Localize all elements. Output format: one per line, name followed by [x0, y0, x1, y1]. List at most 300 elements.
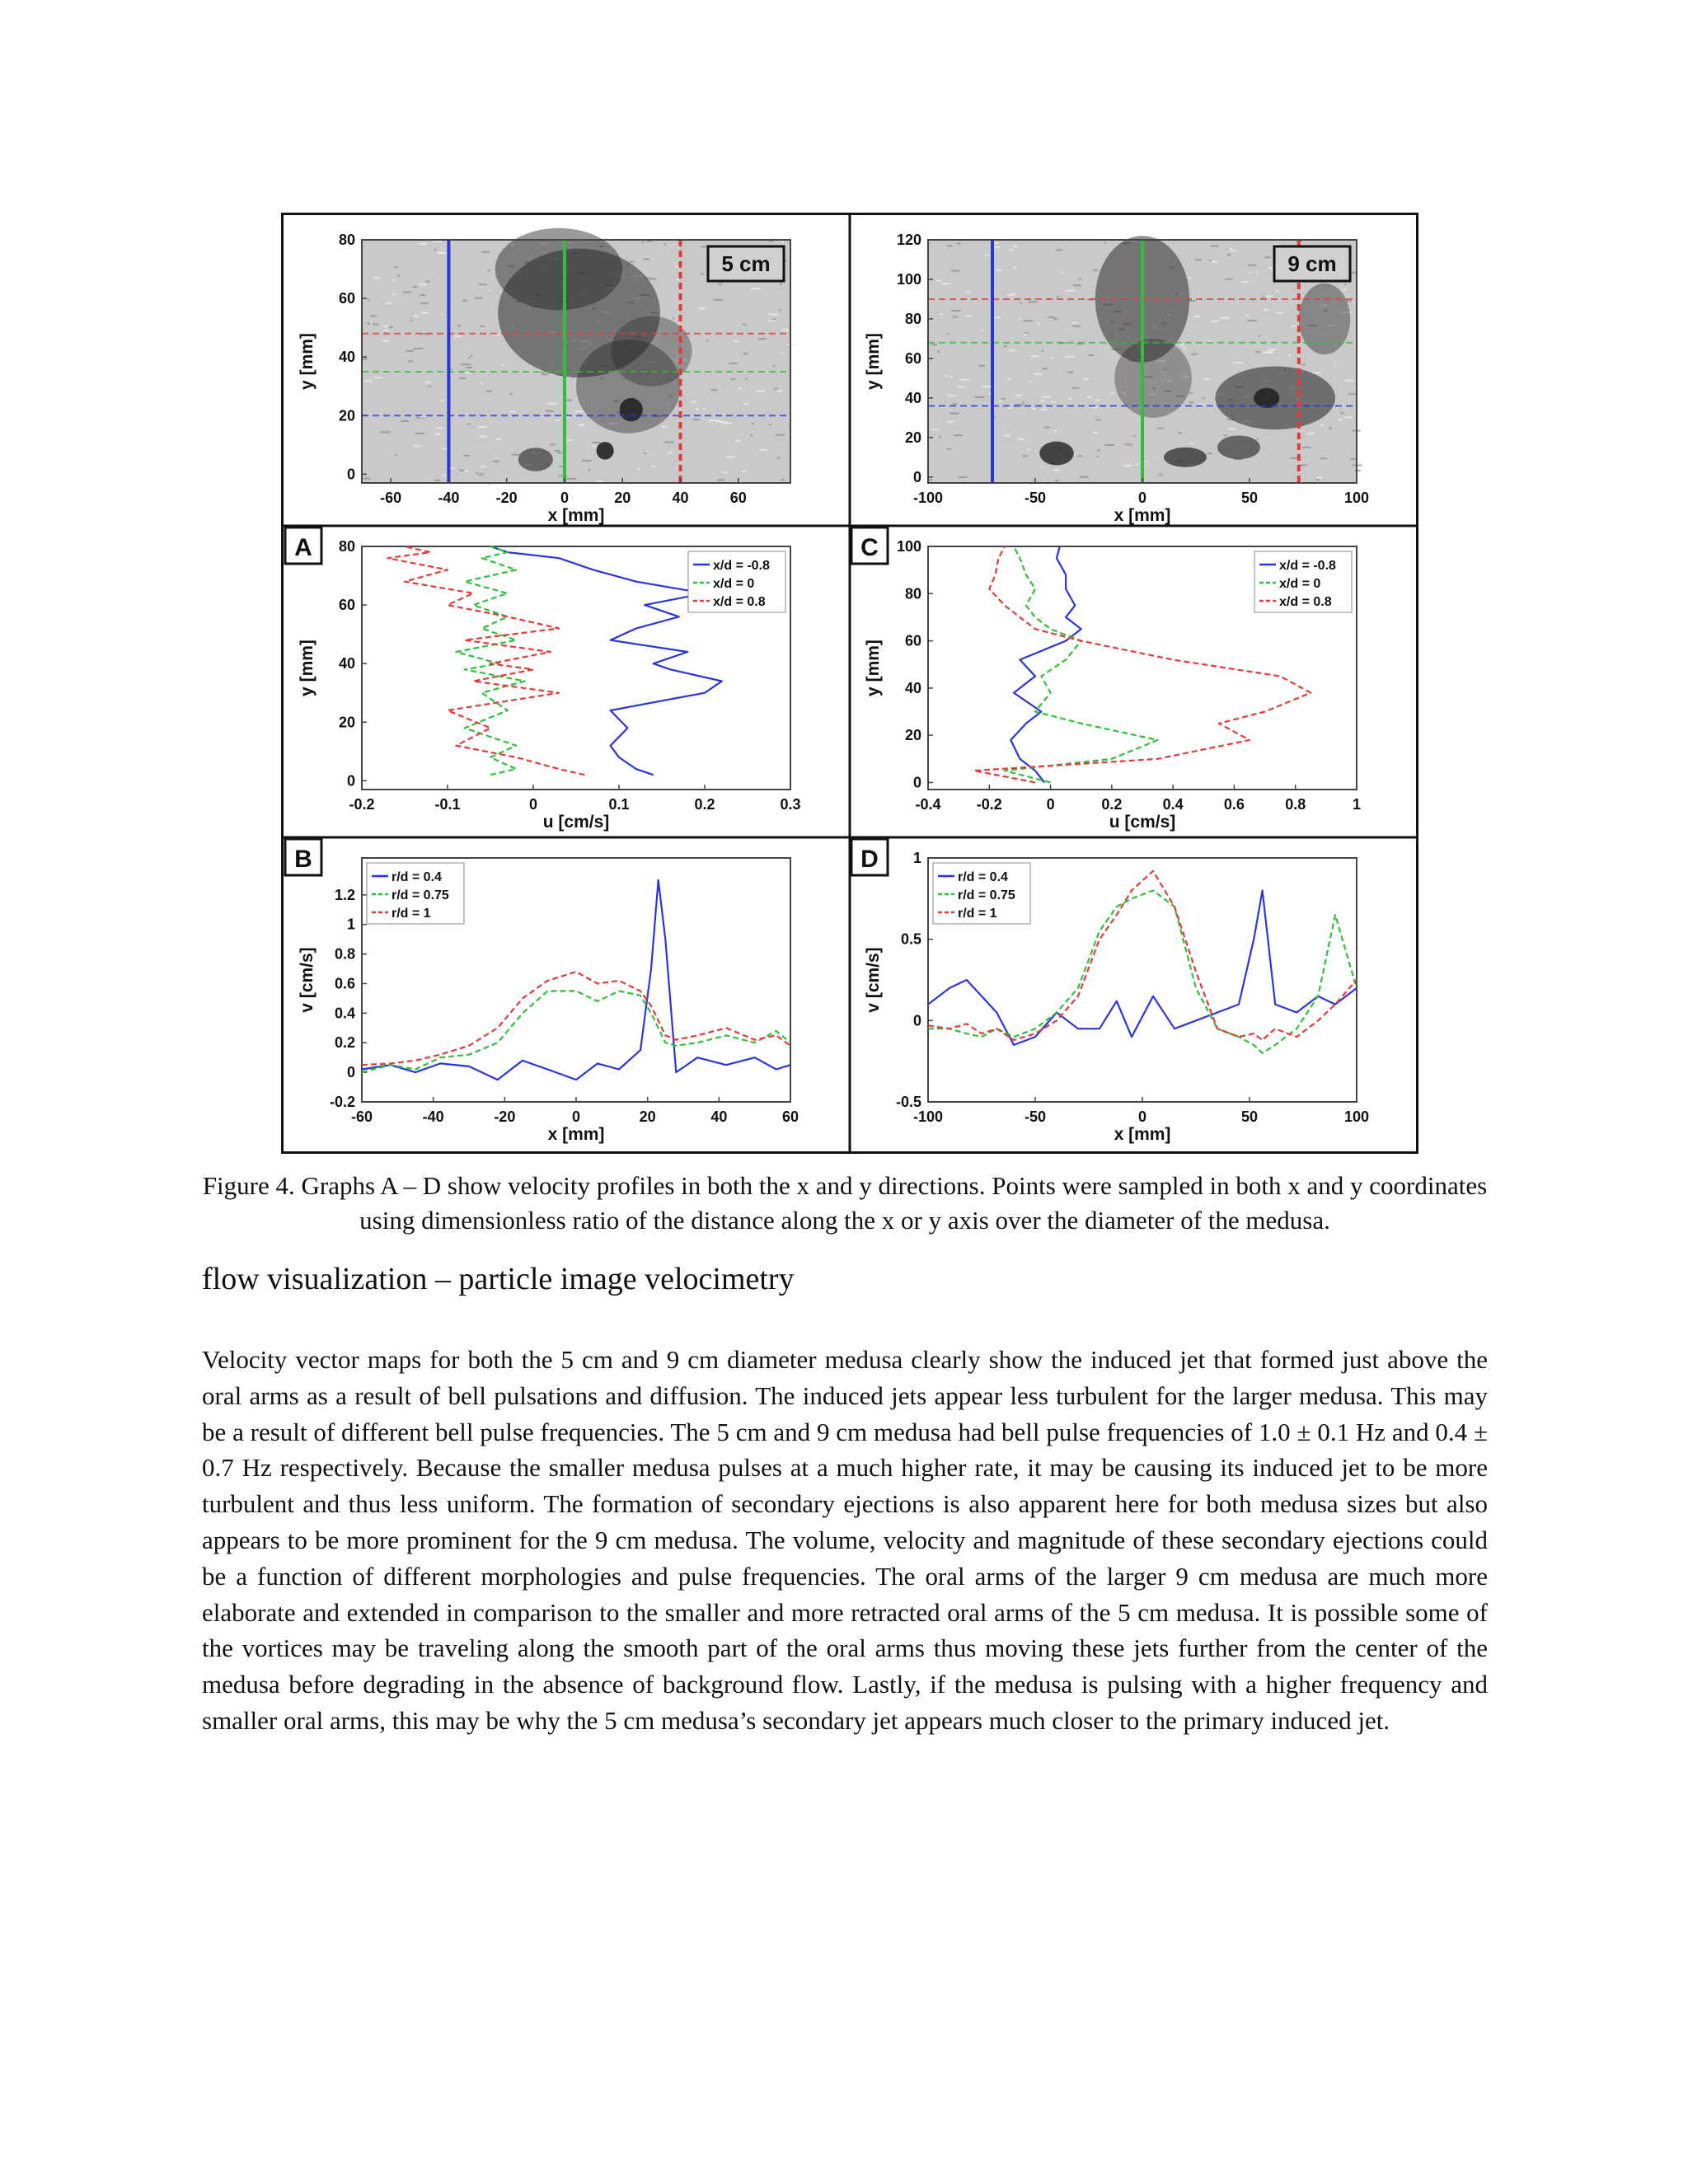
- piv-texture: [370, 322, 373, 324]
- piv-texture: [1007, 294, 1015, 296]
- piv-texture: [1083, 378, 1089, 380]
- piv-dark-region: [597, 442, 614, 459]
- piv-texture: [368, 299, 370, 301]
- piv-texture: [413, 316, 418, 317]
- y-tick-label: 0.6: [334, 975, 355, 992]
- piv-texture: [1037, 323, 1040, 325]
- piv-texture: [1003, 345, 1007, 347]
- piv-texture: [951, 270, 960, 272]
- piv-texture: [550, 443, 556, 445]
- piv-texture: [1004, 434, 1010, 436]
- body-paragraph: Velocity vector maps for both the 5 cm and 9 cm diameter medusa clearly show the induced jet that formed just above the oral arms as a result of bell pulsations and diffusion. The induced jets appear less turbulent for the larger medusa. This may be a result of different bell pulse frequencies. The 5 cm and 9 cm medusa had bell pulse frequencies of 1.0 ± 0.1 Hz and 0.4 ± 0.7 Hz respectively. Because the smaller medusa pulses at a much higher rate, it may be causing its induced jet to be more turbulent and thus less uniform. The formation of secondary ejections is also apparent here for both medusa sizes but also appears to be more prominent for the 9 cm medusa. The volume, velocity and magnitude of these secondary ejections could be a function of different morphologies and pulse frequencies. The oral arms of the larger 9 cm medusa are much more elaborate and extended in comparison to the smaller and more retracted oral arms of the 5 cm medusa. It is possible some of the vortices may be traveling along the smooth part of the oral arms thus moving these jets further from the center of the medusa before degrading in the absence of background flow. Lastly, if the medusa is pulsing with a higher frequency and smaller oral arms, this may be why the 5 cm medusa’s secondary jet appears much closer to the primary induced jet.: [202, 1345, 1488, 1735]
- x-tick-label: -40: [438, 490, 460, 506]
- x-tick-label: 40: [710, 1108, 728, 1125]
- piv-texture: [384, 330, 390, 331]
- y-tick-label: 1: [912, 850, 921, 866]
- piv-texture: [1089, 354, 1094, 356]
- x-tick-label: -60: [350, 1108, 373, 1125]
- piv-texture: [768, 320, 776, 321]
- y-tick-label: 100: [896, 538, 921, 555]
- piv-texture: [711, 389, 717, 391]
- piv-texture: [1135, 463, 1138, 465]
- piv-texture: [691, 401, 696, 403]
- y-axis-label: y [mm]: [298, 333, 316, 390]
- size-tag: [708, 246, 784, 281]
- piv-texture: [1066, 290, 1076, 292]
- piv-texture: [945, 375, 948, 377]
- piv-texture: [1227, 254, 1231, 255]
- panel-letter: A: [294, 534, 312, 561]
- piv-texture: [1203, 378, 1211, 380]
- piv-texture: [575, 410, 584, 412]
- piv-texture: [758, 338, 767, 340]
- piv-texture: [1048, 316, 1055, 318]
- piv-texture: [1022, 455, 1028, 457]
- x-tick-label: -100: [912, 1108, 944, 1125]
- section-heading: flow visualization – particle image velocimetry: [202, 1262, 795, 1296]
- y-tick-label: 40: [338, 655, 355, 673]
- y-tick-label: 60: [904, 632, 921, 649]
- piv-texture: [1344, 416, 1353, 418]
- piv-texture: [475, 298, 482, 299]
- piv-texture: [1042, 396, 1051, 398]
- piv-texture: [509, 393, 512, 395]
- piv-texture: [929, 479, 932, 480]
- size-tag-label: 9 cm: [1287, 251, 1337, 276]
- piv-texture: [467, 424, 470, 425]
- piv-dark-region: [1039, 442, 1074, 466]
- piv-texture: [1248, 265, 1257, 266]
- x-tick-label: 0.3: [780, 796, 801, 813]
- piv-texture: [408, 360, 413, 362]
- x-tick-label: -0.1: [434, 796, 461, 813]
- x-tick-label: -20: [495, 490, 518, 506]
- y-tick-label: 0: [346, 772, 355, 790]
- piv-texture: [947, 245, 952, 246]
- piv-dark-region: [1299, 284, 1350, 354]
- x-tick-label: 0: [1137, 1108, 1147, 1125]
- figure-4: [281, 213, 1418, 1154]
- y-tick-label: 80: [338, 232, 355, 248]
- piv-dark-region: [1254, 388, 1279, 408]
- piv-texture: [673, 317, 674, 319]
- piv-texture: [1266, 351, 1273, 353]
- piv-texture: [1231, 250, 1237, 251]
- piv-texture: [947, 333, 949, 335]
- x-tick-label: 100: [1343, 490, 1370, 506]
- piv-texture: [1104, 444, 1114, 446]
- piv-texture: [954, 434, 963, 436]
- piv-texture: [592, 445, 596, 447]
- piv-texture: [940, 313, 944, 315]
- piv-texture: [742, 471, 747, 472]
- y-tick-label: 40: [338, 349, 355, 366]
- piv-texture: [1276, 290, 1279, 292]
- x-tick-label: -20: [494, 1108, 516, 1125]
- piv-texture: [1240, 281, 1248, 283]
- piv-texture: [975, 396, 985, 398]
- piv-texture: [1193, 316, 1201, 317]
- piv-texture: [468, 357, 471, 359]
- x-tick-label: 0.2: [1101, 796, 1123, 813]
- piv-texture: [413, 445, 421, 447]
- x-tick-label: 0.1: [608, 796, 630, 813]
- panel-letter: D: [860, 846, 879, 873]
- piv-texture: [958, 387, 966, 388]
- piv-texture: [985, 255, 989, 256]
- piv-texture: [478, 426, 487, 428]
- piv-texture: [1246, 315, 1249, 316]
- piv-texture: [652, 466, 655, 467]
- y-tick-label: 20: [904, 429, 921, 446]
- piv-texture: [1264, 256, 1271, 258]
- piv-texture: [750, 434, 753, 436]
- piv-texture: [1212, 260, 1217, 262]
- piv-texture: [1072, 326, 1081, 327]
- piv-texture: [595, 480, 602, 482]
- x-tick-label: 60: [781, 1108, 799, 1125]
- piv-texture: [1250, 272, 1252, 274]
- x-tick-label: 1: [1352, 796, 1362, 813]
- piv-texture: [392, 279, 395, 281]
- piv-texture: [479, 436, 487, 438]
- piv-texture: [370, 315, 377, 316]
- y-tick-label: 0: [346, 466, 355, 483]
- x-axis-label: x [mm]: [1114, 1125, 1171, 1144]
- piv-texture: [948, 395, 955, 396]
- y-tick-label: 20: [904, 727, 921, 744]
- piv-texture: [1247, 320, 1257, 321]
- piv-texture: [644, 259, 649, 260]
- piv-texture: [425, 280, 429, 282]
- piv-texture: [1266, 295, 1273, 297]
- piv-texture: [1068, 398, 1071, 400]
- panel-D: [851, 839, 1369, 1144]
- piv-dark-region: [518, 448, 553, 471]
- piv-texture: [782, 352, 784, 354]
- y-tick-label: 0: [912, 1012, 921, 1029]
- piv-texture: [362, 359, 368, 360]
- piv-texture: [1203, 397, 1205, 399]
- piv-texture: [1028, 301, 1038, 302]
- piv-texture: [1302, 447, 1311, 448]
- piv-texture: [1094, 432, 1098, 434]
- piv-texture: [1207, 452, 1212, 454]
- piv-texture: [959, 379, 969, 381]
- piv-texture: [1067, 372, 1073, 373]
- piv-texture: [676, 279, 678, 280]
- piv-texture: [787, 344, 797, 345]
- x-tick-label: 20: [639, 1108, 656, 1125]
- piv-texture: [454, 335, 462, 337]
- piv-texture: [1258, 335, 1260, 337]
- legend-label: r/d = 1: [392, 907, 431, 921]
- piv-texture: [1001, 398, 1005, 400]
- piv-texture: [662, 426, 668, 428]
- piv-texture: [1091, 406, 1098, 408]
- piv-texture: [692, 419, 700, 420]
- piv-texture: [555, 450, 560, 452]
- piv-texture: [487, 269, 490, 271]
- piv-texture: [1009, 349, 1015, 351]
- piv-texture: [478, 473, 483, 475]
- x-tick-label: 0.2: [694, 796, 715, 813]
- piv-texture: [382, 340, 390, 342]
- piv-texture: [579, 424, 585, 426]
- piv-texture: [1268, 349, 1277, 350]
- x-tick-label: 0: [1046, 796, 1055, 813]
- piv-texture: [759, 449, 767, 451]
- y-tick-label: 0: [346, 1064, 355, 1081]
- piv-texture: [1018, 438, 1024, 440]
- piv-texture: [1191, 354, 1198, 355]
- piv-texture: [541, 372, 544, 373]
- piv-texture: [1224, 434, 1227, 436]
- piv-texture: [1212, 321, 1219, 322]
- piv-texture: [1073, 322, 1078, 324]
- piv-texture: [441, 400, 444, 401]
- piv-texture: [1197, 404, 1205, 405]
- size-tag-label: 5 cm: [721, 251, 771, 276]
- piv-texture: [1071, 387, 1079, 389]
- y-axis-label: y [mm]: [864, 640, 883, 696]
- piv-texture: [406, 350, 415, 352]
- piv-texture: [1345, 380, 1354, 382]
- piv-texture: [1157, 428, 1165, 429]
- y-tick-label: 20: [338, 407, 355, 424]
- y-axis-label: y [mm]: [864, 333, 883, 390]
- piv-texture: [941, 283, 950, 284]
- piv-texture: [493, 461, 499, 462]
- piv-texture: [434, 434, 441, 435]
- piv-texture: [642, 241, 644, 243]
- piv-texture: [542, 373, 549, 375]
- piv-texture: [1073, 284, 1081, 286]
- piv-texture: [457, 325, 461, 326]
- piv-texture: [373, 278, 380, 279]
- piv-texture: [1195, 259, 1202, 260]
- piv-texture: [966, 291, 969, 293]
- x-tick-label: -50: [1024, 490, 1047, 506]
- y-tick-label: 0.4: [334, 1005, 355, 1022]
- piv-texture: [461, 363, 471, 365]
- piv-texture: [1053, 430, 1057, 432]
- piv-texture: [380, 431, 390, 433]
- piv-texture: [566, 478, 575, 480]
- piv-texture: [713, 299, 722, 301]
- piv-texture: [547, 403, 557, 405]
- piv-texture: [556, 419, 560, 421]
- piv-texture: [995, 269, 1002, 271]
- x-axis-label: u [cm/s]: [542, 813, 610, 832]
- piv-texture: [953, 316, 959, 318]
- piv-texture: [420, 294, 426, 296]
- piv-texture: [1355, 470, 1361, 471]
- piv-texture: [1183, 347, 1185, 349]
- piv-texture: [1351, 458, 1356, 460]
- piv-texture: [1019, 318, 1021, 320]
- piv-texture: [769, 424, 771, 425]
- piv-texture: [443, 474, 446, 476]
- y-tick-label: 40: [904, 679, 921, 696]
- y-tick-label: 0: [912, 774, 921, 791]
- piv-texture: [434, 241, 442, 242]
- piv-texture: [1339, 419, 1343, 420]
- piv-texture: [1179, 344, 1184, 346]
- y-tick-label: 1.2: [334, 886, 355, 903]
- piv-texture: [950, 413, 959, 415]
- piv-texture: [743, 353, 748, 354]
- piv-texture: [978, 365, 985, 367]
- y-axis-label: y [mm]: [298, 640, 316, 696]
- piv-texture: [1301, 363, 1306, 365]
- piv-texture: [734, 340, 738, 342]
- legend-label: r/d = 0.4: [958, 870, 1008, 884]
- piv-texture: [757, 391, 765, 392]
- piv-texture: [1057, 297, 1060, 298]
- piv-texture: [950, 376, 953, 377]
- piv-texture: [776, 390, 782, 391]
- legend-label: x/d = 0.8: [1279, 595, 1332, 609]
- piv-texture: [1190, 443, 1193, 444]
- piv-texture: [1030, 355, 1039, 357]
- piv-texture: [392, 293, 396, 295]
- piv-texture: [1020, 302, 1022, 304]
- piv-texture: [752, 423, 754, 424]
- piv-texture: [931, 429, 940, 430]
- piv-texture: [951, 310, 960, 312]
- piv-texture: [1042, 368, 1048, 369]
- piv-texture: [773, 365, 775, 367]
- piv-texture: [1343, 288, 1346, 290]
- piv-texture: [384, 326, 388, 327]
- piv-texture: [956, 242, 960, 244]
- piv-texture: [703, 408, 706, 410]
- piv-texture: [479, 284, 487, 285]
- piv-texture: [1097, 456, 1099, 457]
- piv-texture: [1079, 278, 1081, 279]
- piv-texture: [722, 471, 727, 473]
- piv-texture: [781, 479, 785, 480]
- piv-texture: [1255, 351, 1260, 353]
- piv-texture: [1044, 426, 1050, 428]
- piv-texture: [471, 355, 473, 357]
- piv-texture: [1053, 318, 1057, 320]
- y-tick-label: 0.8: [334, 945, 355, 963]
- piv-texture: [776, 434, 785, 436]
- piv-texture: [1316, 479, 1319, 480]
- piv-texture: [1029, 381, 1031, 382]
- piv-texture: [1123, 465, 1132, 466]
- y-tick-label: 100: [896, 270, 921, 288]
- piv-dark-region: [1217, 435, 1260, 459]
- piv-texture: [1257, 438, 1259, 440]
- piv-texture: [419, 284, 427, 285]
- piv-texture: [745, 378, 748, 380]
- legend-label: x/d = 0: [713, 577, 755, 591]
- x-tick-label: -0.2: [976, 796, 1002, 813]
- piv-texture: [1312, 372, 1321, 373]
- piv-texture: [1189, 392, 1193, 394]
- figure-caption: Figure 4. Graphs A – D show velocity profiles in both the x and y directions. Points were sampled in both x and y coordinates using dimensionless ratio of the distance along the x or y axis over the diameter of the medusa.: [202, 1171, 1488, 1235]
- y-tick-label: 120: [896, 232, 921, 248]
- x-tick-label: 0: [560, 490, 569, 506]
- x-axis-label: x [mm]: [547, 1125, 605, 1144]
- piv-texture: [464, 455, 470, 457]
- piv-texture: [422, 312, 429, 314]
- piv-texture: [1007, 378, 1011, 380]
- piv-texture: [701, 273, 704, 274]
- piv-texture: [743, 403, 748, 405]
- x-axis-label: x [mm]: [547, 506, 605, 525]
- piv-texture: [1094, 269, 1099, 271]
- piv-texture: [1264, 309, 1268, 311]
- piv-texture: [489, 290, 490, 292]
- y-axis-label: v [cm/s]: [298, 947, 316, 1013]
- piv-texture: [1256, 271, 1258, 273]
- piv-texture: [729, 363, 737, 364]
- piv-texture: [937, 351, 940, 353]
- piv-texture: [588, 469, 591, 471]
- piv-texture: [1013, 267, 1016, 269]
- piv-texture: [1340, 412, 1343, 414]
- piv-texture: [699, 307, 706, 309]
- piv-texture: [486, 391, 492, 392]
- piv-texture: [706, 340, 708, 342]
- piv-texture: [1233, 362, 1242, 363]
- piv-texture: [779, 309, 781, 311]
- piv-texture: [1229, 248, 1231, 250]
- piv-texture: [510, 411, 517, 413]
- piv-texture: [718, 386, 720, 387]
- legend-label: x/d = 0: [1279, 577, 1321, 591]
- piv-texture: [709, 419, 718, 421]
- y-tick-label: 80: [338, 538, 355, 555]
- y-tick-label: 20: [338, 714, 355, 731]
- x-tick-label: 40: [672, 490, 689, 506]
- piv-texture: [1062, 272, 1064, 274]
- piv-texture: [720, 421, 727, 423]
- piv-texture: [476, 472, 478, 474]
- piv-texture: [982, 329, 984, 330]
- panel-top-left: [298, 228, 796, 525]
- piv-texture: [1077, 455, 1081, 457]
- piv-texture: [947, 448, 952, 450]
- piv-texture: [1032, 408, 1035, 410]
- piv-texture: [480, 466, 486, 467]
- x-tick-label: 0.6: [1223, 796, 1245, 813]
- piv-texture: [743, 324, 746, 326]
- piv-texture: [1065, 356, 1075, 358]
- piv-texture: [424, 381, 430, 382]
- piv-texture: [1262, 297, 1265, 298]
- piv-texture: [668, 452, 673, 453]
- piv-texture: [566, 439, 573, 441]
- piv-texture: [435, 480, 440, 481]
- piv-texture: [1007, 407, 1012, 409]
- y-axis-label: v [cm/s]: [864, 947, 883, 1013]
- piv-texture: [413, 286, 417, 288]
- x-tick-label: 100: [1343, 1108, 1370, 1125]
- legend-label: r/d = 1: [958, 907, 997, 921]
- piv-texture: [1096, 419, 1101, 421]
- piv-texture: [663, 243, 666, 245]
- piv-texture: [403, 292, 411, 293]
- panel-A: [285, 527, 801, 832]
- panel-letter: C: [860, 534, 879, 561]
- legend-label: x/d = -0.8: [1279, 559, 1336, 573]
- x-tick-label: -60: [380, 490, 402, 506]
